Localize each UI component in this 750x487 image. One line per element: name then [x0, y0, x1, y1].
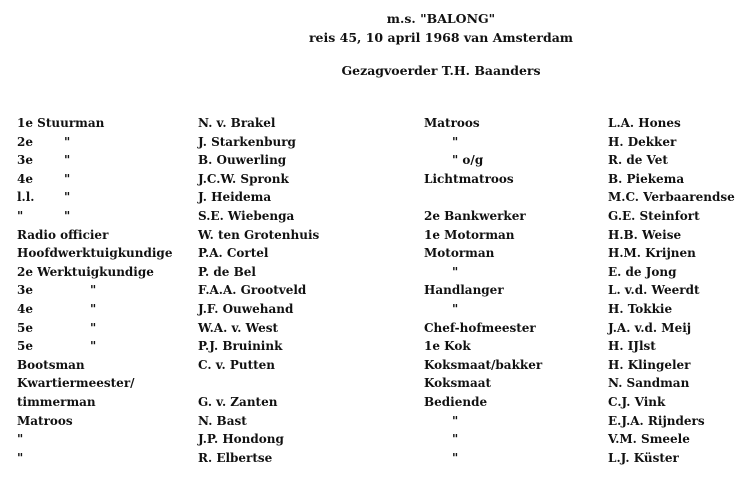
right-name: G.E. Steinfort [608, 208, 700, 223]
right-name: H. Tokkie [608, 301, 673, 316]
left-ditto-mark: " [64, 190, 71, 205]
right-rank: 1e Motorman [424, 227, 515, 242]
crew-row [0, 358, 750, 377]
left-name: J. Starkenburg [198, 134, 296, 149]
left-rank: " [17, 208, 24, 223]
right-rank: Handlanger [424, 283, 504, 298]
right-name: H.M. Krijnen [608, 246, 696, 261]
right-name: H. IJlst [608, 339, 656, 354]
crew-list [0, 116, 750, 469]
right-name: B. Piekema [608, 171, 685, 186]
crew-row [0, 451, 750, 470]
crew-row [0, 190, 750, 209]
right-name: C.J. Vink [608, 394, 666, 409]
left-name: P.A. Cortel [198, 246, 269, 261]
crew-row [0, 414, 750, 433]
left-ditto-mark: " [64, 153, 71, 168]
crew-row [0, 116, 750, 135]
right-name: M.C. Verbaarendse [608, 190, 735, 205]
left-rank: Kwartiermeester/ [17, 376, 135, 391]
right-rank: " o/g [452, 153, 484, 168]
left-rank: Bootsman [17, 357, 85, 372]
left-name: W.A. v. West [198, 320, 279, 335]
right-rank: " [452, 413, 459, 428]
crew-row [0, 135, 750, 154]
crew-row [0, 321, 750, 340]
left-ditto-mark: " [90, 320, 97, 335]
right-rank: 1e Kok [424, 339, 471, 354]
left-rank: 5e [17, 339, 33, 354]
left-name: F.A.A. Grootveld [198, 283, 307, 298]
crew-row [0, 265, 750, 284]
right-rank: Bediende [424, 394, 488, 409]
right-name: N. Sandman [608, 376, 690, 391]
right-rank: Motorman [424, 246, 495, 261]
right-name: H.B. Weise [608, 227, 682, 242]
left-rank: Radio officier [17, 227, 109, 242]
left-rank: Matroos [17, 413, 73, 428]
left-rank: l.l. [17, 190, 35, 205]
left-ditto-mark: " [64, 208, 71, 223]
left-name: C. v. Putten [198, 357, 276, 372]
crew-row [0, 228, 750, 247]
left-rank: 4e [17, 301, 33, 316]
right-name: R. de Vet [608, 153, 668, 168]
left-name: W. ten Grotenhuis [198, 227, 320, 242]
left-rank: " [17, 450, 24, 465]
captain-line: Gezagvoerder T.H. Baanders [341, 63, 541, 78]
left-name: J.F. Ouwehand [198, 301, 294, 316]
left-name: J.P. Hondong [198, 432, 284, 447]
crew-row [0, 153, 750, 172]
left-name: N. v. Brakel [198, 116, 276, 130]
right-name: H. Dekker [608, 134, 677, 149]
right-name: H. Klingeler [608, 357, 691, 372]
voyage-line: reis 45, 10 april 1968 van Amsterdam [308, 30, 574, 45]
left-rank: 2e [17, 134, 33, 149]
left-rank: timmerman [17, 394, 96, 409]
crew-row [0, 302, 750, 321]
left-rank: 5e [17, 320, 33, 335]
left-rank: Hoofdwerktuigkundige [17, 246, 173, 261]
right-rank: Lichtmatroos [424, 171, 514, 186]
right-rank: " [452, 134, 459, 149]
left-name: P. de Bel [198, 264, 256, 279]
left-name: J.C.W. Spronk [198, 171, 289, 186]
left-ditto-mark: " [64, 171, 71, 186]
left-name: S.E. Wiebenga [198, 208, 295, 223]
right-name: L.J. Küster [608, 450, 679, 465]
right-name: E.J.A. Rijnders [608, 413, 705, 428]
crew-row [0, 339, 750, 358]
left-rank: 3e [17, 283, 33, 298]
crew-row [0, 246, 750, 265]
crew-row [0, 432, 750, 451]
right-rank: Matroos [424, 116, 480, 130]
left-name: N. Bast [198, 413, 247, 428]
left-rank: 4e [17, 171, 33, 186]
crew-row [0, 395, 750, 414]
left-ditto-mark: " [90, 301, 97, 316]
right-rank: " [452, 301, 459, 316]
right-rank: " [452, 264, 459, 279]
left-name: P.J. Bruinink [198, 339, 283, 354]
left-rank: 2e Werktuigkundige [17, 264, 154, 279]
crew-row [0, 376, 750, 395]
right-rank: " [452, 432, 459, 447]
left-rank: 1e Stuurman [17, 116, 105, 130]
crew-row [0, 209, 750, 228]
crew-row [0, 283, 750, 302]
right-name: E. de Jong [608, 264, 677, 279]
right-rank: Koksmaat/bakker [424, 357, 543, 372]
left-ditto-mark: " [64, 134, 71, 149]
right-rank: 2e Bankwerker [424, 208, 526, 223]
right-rank: Chef-hofmeester [424, 320, 536, 335]
right-rank: Koksmaat [424, 376, 492, 391]
left-ditto-mark: " [90, 283, 97, 298]
left-name: B. Ouwerling [198, 153, 287, 168]
left-name: G. v. Zanten [198, 394, 278, 409]
left-rank: 3e [17, 153, 33, 168]
left-ditto-mark: " [90, 339, 97, 354]
left-name: J. Heidema [198, 190, 272, 205]
right-name: V.M. Smeele [608, 432, 690, 447]
right-rank: " [452, 450, 459, 465]
left-name: R. Elbertse [198, 450, 273, 465]
left-rank: " [17, 432, 24, 447]
right-name: J.A. v.d. Meij [608, 320, 692, 335]
right-name: L.A. Hones [608, 116, 681, 130]
right-name: L. v.d. Weerdt [608, 283, 700, 298]
ship-name: m.s. "BALONG" [386, 11, 496, 26]
crew-row [0, 172, 750, 191]
